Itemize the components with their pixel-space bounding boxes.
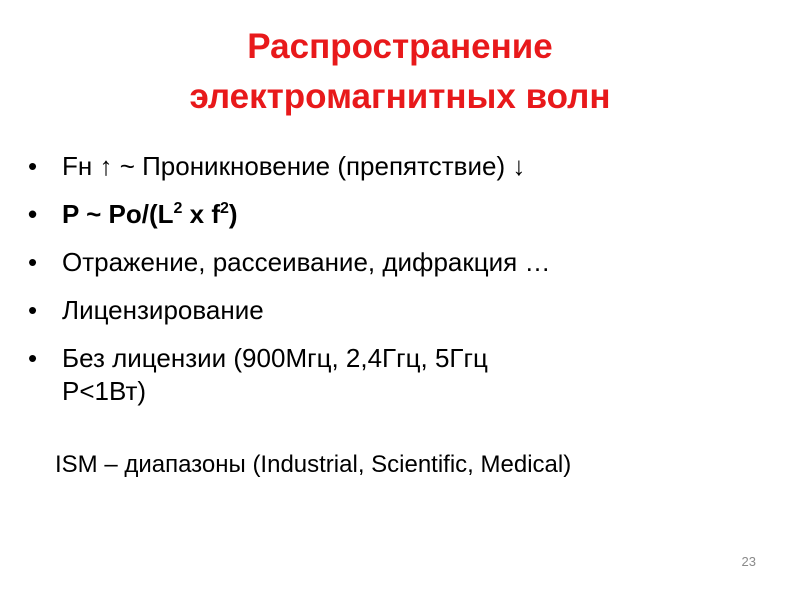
formula-exponent-2: 2 (219, 200, 229, 217)
bullet-marker: • (28, 199, 38, 229)
bullet-marker: • (28, 247, 38, 277)
bullet-reflection (28, 246, 768, 279)
bullet-text-line-1: Без лицензии (900Мгц, 2,4Ггц, 5Ггц (62, 343, 488, 373)
bullet-licensing (28, 294, 768, 327)
bullet-power-formula (28, 198, 768, 231)
formula-part-2: x f (182, 199, 220, 229)
bullet-list (28, 150, 768, 408)
formula-exponent-1: 2 (173, 200, 183, 217)
bullet-marker: • (28, 343, 38, 373)
bullet-text: Лицензирование (62, 295, 264, 325)
formula-part-1: P ~ Po/(L (62, 199, 174, 229)
bullet-marker: • (28, 295, 38, 325)
bullet-text-line-2: P<1Вт) (62, 376, 147, 406)
bullet-unlicensed (28, 342, 768, 408)
bullet-frequency-penetration (28, 150, 768, 183)
ism-bands-note: ISM – диапазоны (Industrial, Scientific, Medical) (55, 451, 572, 478)
bullet-marker: • (28, 151, 38, 181)
bullet-text: Fн ↑ ~ Проникновение (препятствие) ↓ (62, 151, 526, 181)
bullet-text: Отражение, рассеивание, дифракция … (62, 247, 551, 277)
title-line-1: Распространение (247, 27, 553, 66)
page-number: 23 (741, 554, 756, 569)
slide-title (0, 22, 800, 122)
formula-part-3: ) (228, 199, 238, 229)
title-line-2: электромагнитных волн (189, 77, 611, 116)
